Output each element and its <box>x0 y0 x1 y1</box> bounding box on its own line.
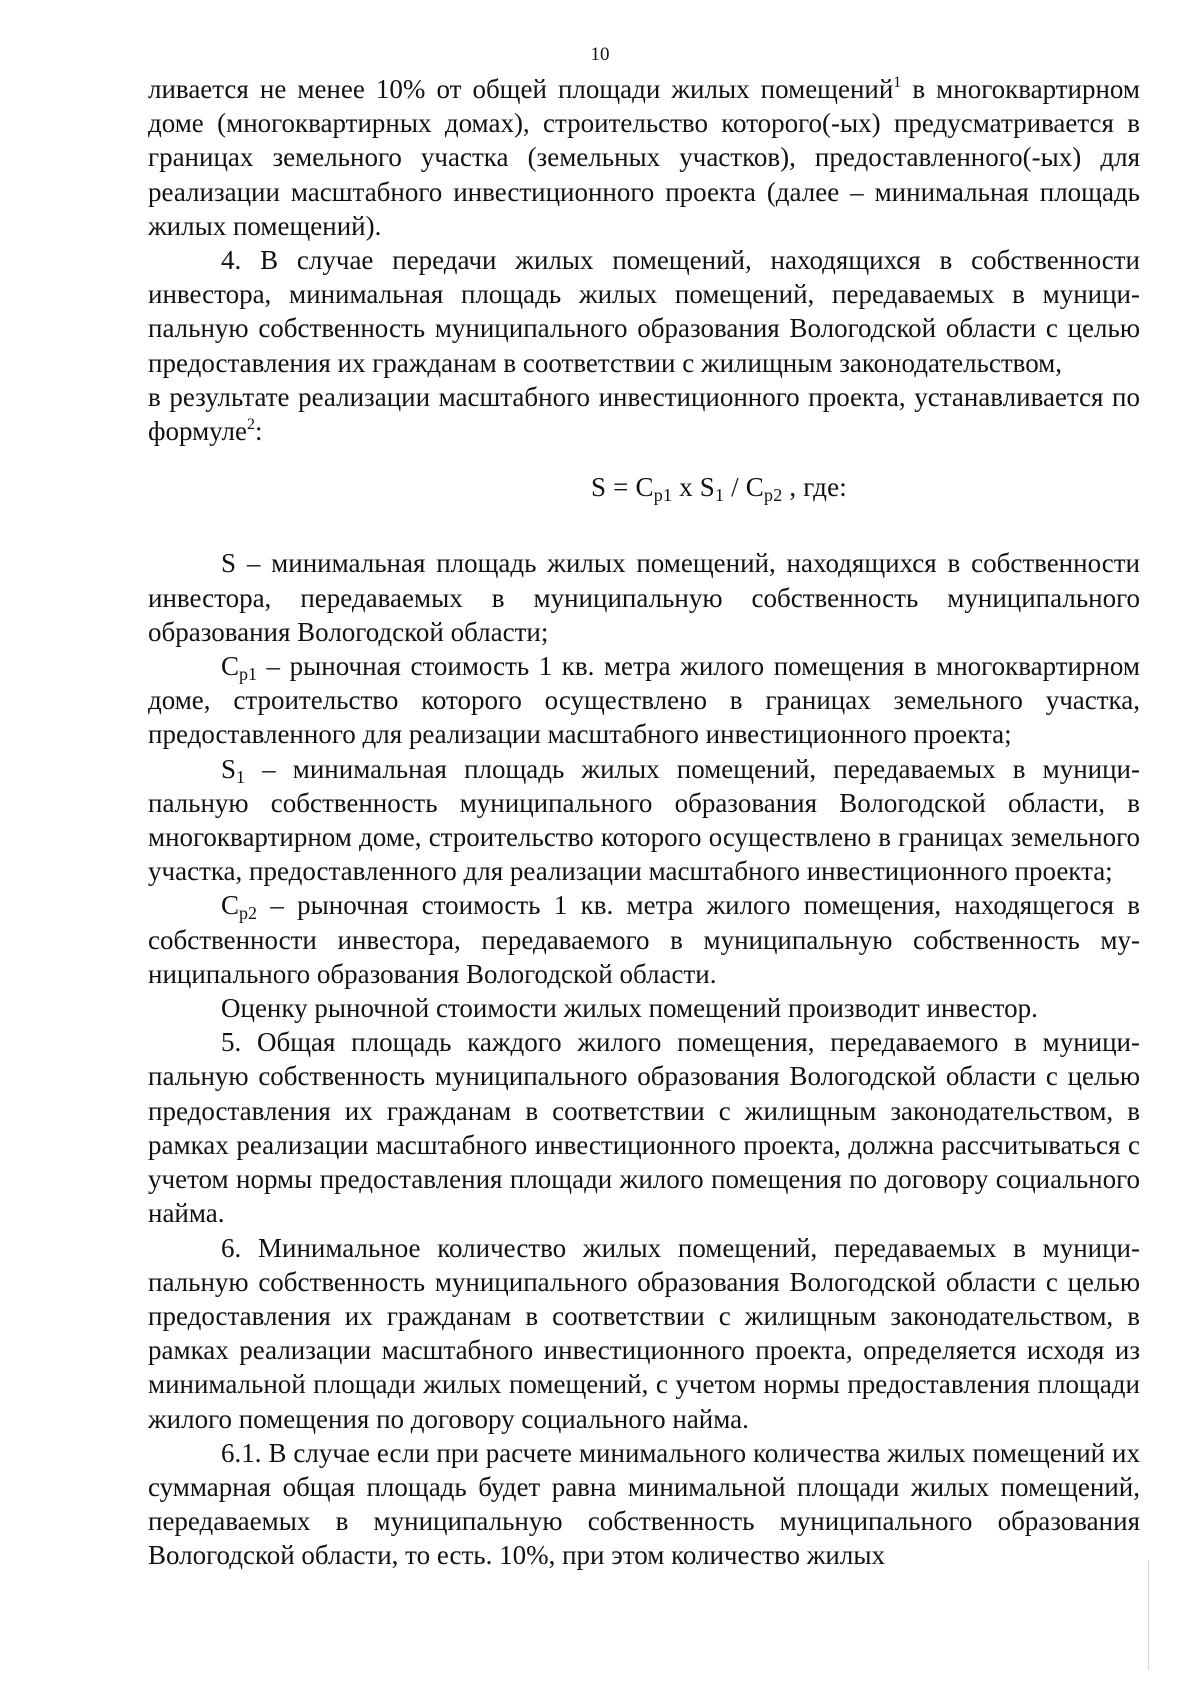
document-body <box>148 72 1140 1573</box>
symbol-subscript: p2 <box>239 903 258 924</box>
formula-subscript: p2 <box>764 485 783 506</box>
symbol: S <box>221 753 237 784</box>
paragraph-text: в результате реализации масштабного инвестиционного проекта, устанавливается по формуле <box>148 381 1140 447</box>
symbol-subscript: 1 <box>236 766 246 787</box>
definition-text: – минимальная площадь жилых помещений, передаваемых в муниципальную собственность муниципального образования Вологодской области, в многоквартирном доме, строительство которого осуществлено в границах земельного участка, предоставленного для реализации масштабного инвестиционного проекта; <box>148 753 1140 887</box>
formula-subscript: p1 <box>653 485 673 506</box>
paragraph-text: ливается не менее 10% от общей площади жилых помещений <box>148 74 894 104</box>
definition-text: – рыночная стоимость 1 кв. метра жилого помещения в многоквартирном доме, строительство которого осуществлено в границах земельного участка, предоставленного для реализации масштабного инвестиционного проекта; <box>148 651 1140 750</box>
paragraph-continuation <box>148 72 1140 243</box>
paragraph-6-1: 6.1. В случае если при расчете минимального количества жилых помещений их суммарная общая площадь будет равна минимальной площади жилых помещений, передаваемых в муниципальную собственность муниципального образования Вологодской области, то есть. 10%, при этом количество жилых <box>148 1437 1140 1571</box>
definition-cp1 <box>148 649 1140 752</box>
formula-part: / C <box>724 472 764 503</box>
formula <box>148 470 1140 512</box>
formula-part: , где: <box>782 472 848 503</box>
paragraph-6: 6. Минимальное количество жилых помещений, передаваемых в муниципальную собственность муниципального образования Вологодской области с целью предоставления их гражданам в соответствии с жилищным законодательством, в рамках реализации масштабного инвестиционного проекта, определяется исходя из минимальной площади жилых помещений, с учетом нормы предоставления площади жилого помещения по договору социального найма. <box>148 1232 1140 1434</box>
paragraph-evaluation: Оценку рыночной стоимости жилых помещений производит инвестор. <box>221 993 1038 1024</box>
scan-artifact-line <box>1148 1560 1149 1670</box>
paragraph-text: : <box>254 416 263 447</box>
formula-part: S = C <box>590 472 654 503</box>
paragraph-formula-intro <box>148 380 1140 448</box>
definition-s1 <box>148 752 1140 889</box>
footnote-marker: 2 <box>246 416 255 434</box>
footnote-marker: 1 <box>893 74 902 91</box>
definition-s: S – минимальная площадь жилых помещений, находящихся в собственности инвестора, передаваемых в муниципальную собственность муниципального образования Вологодской области; <box>148 548 1140 647</box>
definition-text: – рыночная стоимость 1 кв. метра жилого помещения, находящегося в собственности инвестора, передаваемого в муниципальную собственность муниципального образования Вологодской области. <box>148 890 1140 989</box>
paragraph-4: 4. В случае передачи жилых помещений, находящихся в собственности инвестора, минимальная площадь жилых помещений, передаваемых в муниципальную собственность муниципального образования Вологодской области с целью предоставления их гражданам в соответствии с жилищным законодательством, <box>148 245 1140 378</box>
formula-part: x S <box>672 472 715 503</box>
symbol-subscript: p1 <box>239 664 258 685</box>
paragraph-text: в многоквартирном доме (многоквартирных домах), строительство которого(-ых) предусматривается в границах земельного участка (земельных участков), предоставленного(-ых) для реализации масштабного инвестиционного проекта (далее – минимальная площадь жилых помещений). <box>148 74 1140 241</box>
symbol: C <box>221 890 240 921</box>
definition-cp2 <box>148 888 1140 991</box>
paragraph-5: 5. Общая площадь каждого жилого помещения, передаваемого в муниципальную собственность муниципального образования Вологодской области с целью предоставления их гражданам в соответствии с жилищным законодательством, в рамках реализации масштабного инвестиционного проекта, должна рассчитываться с учетом нормы предоставления площади жилого помещения по договору социального найма. <box>148 1027 1140 1229</box>
page-number: 10 <box>590 44 610 65</box>
formula-subscript: 1 <box>714 485 725 506</box>
symbol: C <box>221 651 240 682</box>
